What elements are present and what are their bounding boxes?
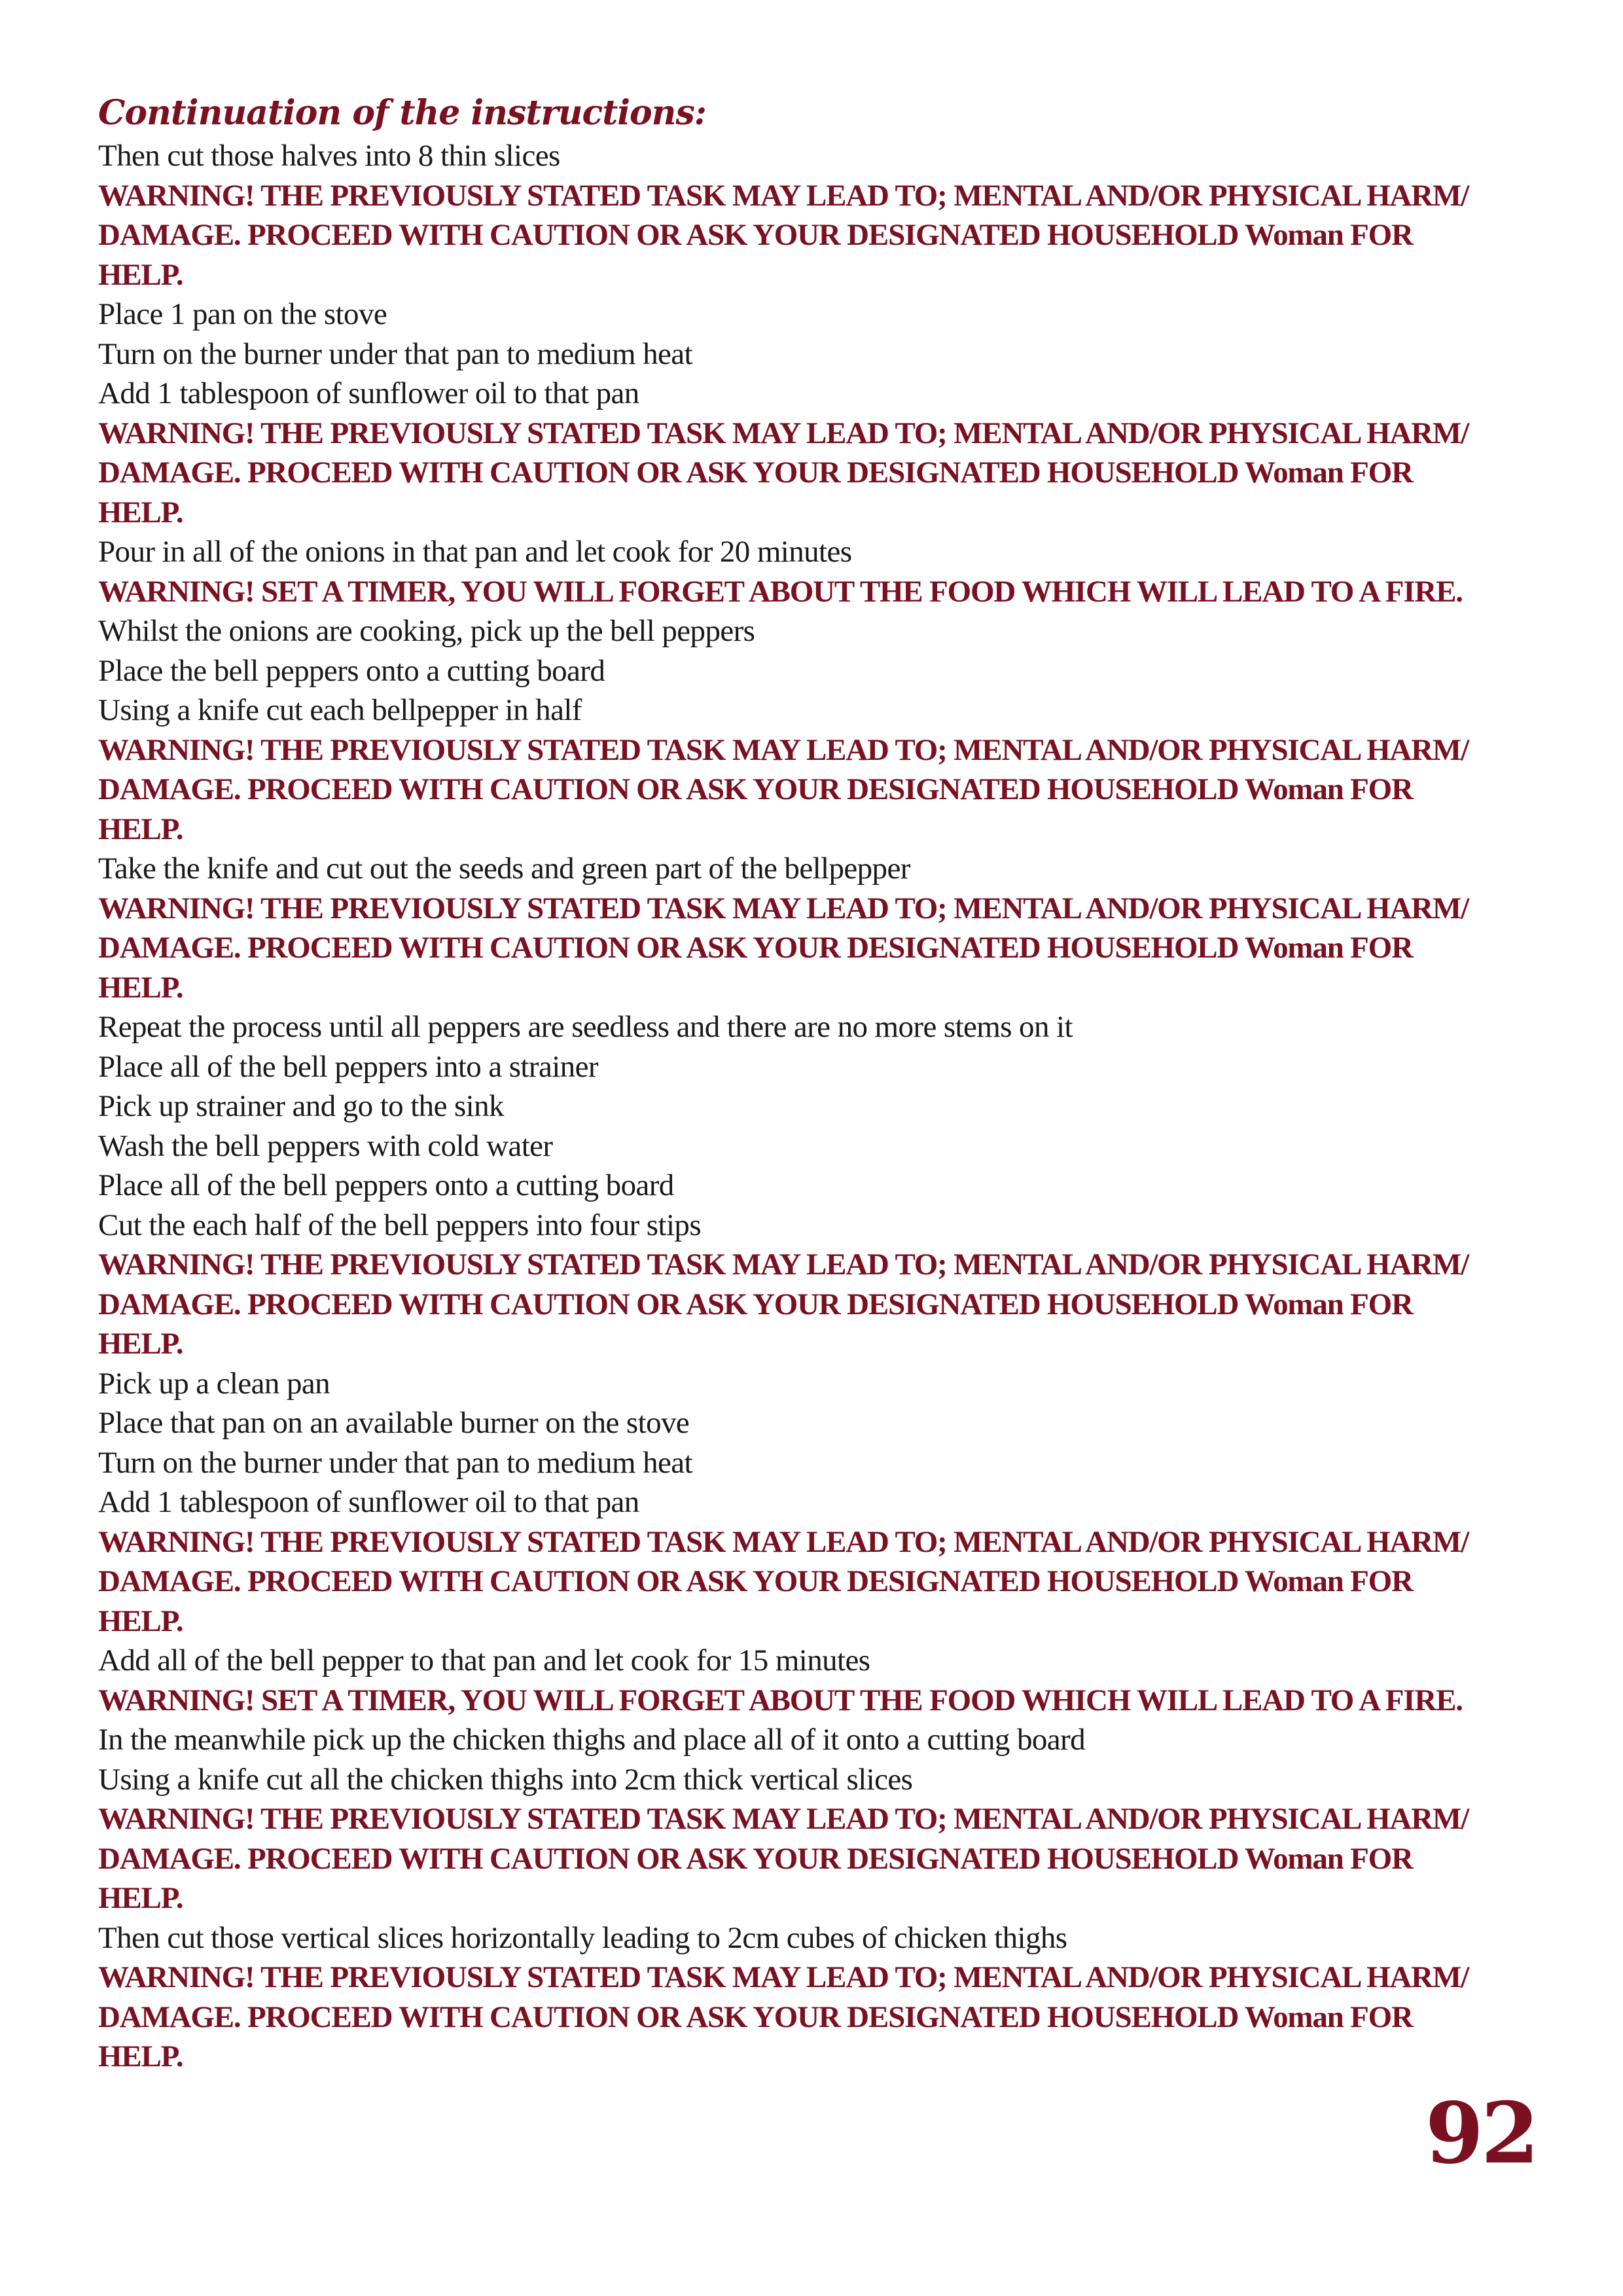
instruction-step: Using a knife cut each bellpepper in half [98, 693, 582, 727]
instruction-step: Then cut those vertical slices horizontally leading to 2cm cubes of chicken thighs [98, 1920, 1067, 1955]
instruction-step: Cut the each half of the bell peppers into four stips [98, 1208, 702, 1242]
warning-text: WARNING! THE PREVIOUSLY STATED TASK MAY LEAD TO; MENTAL AND/OR PHYSICAL HARM/ DAMAGE. PROCEED WITH CAUTION OR ASK YOUR DESIGNATED HOUSEHOLD Woman FOR HELP. [98, 1247, 1469, 1361]
instruction-step: Pour in all of the onions in that pan and let cook for 20 minutes [98, 535, 852, 569]
instruction-step: Pick up strainer and go to the sink [98, 1089, 504, 1123]
instruction-step: Repeat the process until all peppers are seedless and there are no more stems on it [98, 1010, 1073, 1044]
instruction-step: Wash the bell peppers with cold water [98, 1128, 553, 1163]
instruction-step: Place that pan on an available burner on the stove [98, 1406, 690, 1440]
warning-text: WARNING! SET A TIMER, YOU WILL FORGET ABOUT THE FOOD WHICH WILL LEAD TO A FIRE. [98, 1683, 1463, 1717]
instruction-step: Add 1 tablespoon of sunflower oil to that pan [98, 376, 639, 410]
warning-text: WARNING! SET A TIMER, YOU WILL FORGET ABOUT THE FOOD WHICH WILL LEAD TO A FIRE. [98, 574, 1463, 609]
page-content [98, 90, 1538, 2077]
instruction-step: Using a knife cut all the chicken thighs into 2cm thick vertical slices [98, 1762, 913, 1797]
instruction-step: Add 1 tablespoon of sunflower oil to that pan [98, 1485, 639, 1519]
instruction-step: Pick up a clean pan [98, 1366, 330, 1401]
instruction-step: In the meanwhile pick up the chicken thighs and place all of it onto a cutting board [98, 1723, 1085, 1757]
warning-text: WARNING! THE PREVIOUSLY STATED TASK MAY LEAD TO; MENTAL AND/OR PHYSICAL HARM/ DAMAGE. PROCEED WITH CAUTION OR ASK YOUR DESIGNATED HOUSEHOLD Woman FOR HELP. [98, 1960, 1469, 2073]
instruction-step: Then cut those halves into 8 thin slices [98, 139, 560, 173]
warning-text: WARNING! THE PREVIOUSLY STATED TASK MAY LEAD TO; MENTAL AND/OR PHYSICAL HARM/ DAMAGE. PROCEED WITH CAUTION OR ASK YOUR DESIGNATED HOUSEHOLD Woman FOR HELP. [98, 178, 1469, 292]
instruction-list [98, 136, 1538, 2077]
instruction-step: Place the bell peppers onto a cutting board [98, 653, 605, 688]
section-heading: Continuation of the instructions: [98, 93, 706, 133]
warning-text: WARNING! THE PREVIOUSLY STATED TASK MAY LEAD TO; MENTAL AND/OR PHYSICAL HARM/ DAMAGE. PROCEED WITH CAUTION OR ASK YOUR DESIGNATED HOUSEHOLD Woman FOR HELP. [98, 732, 1469, 846]
page-number: 92 [1425, 2085, 1537, 2183]
instruction-step: Turn on the burner under that pan to medium heat [98, 336, 692, 371]
warning-text: WARNING! THE PREVIOUSLY STATED TASK MAY LEAD TO; MENTAL AND/OR PHYSICAL HARM/ DAMAGE. PROCEED WITH CAUTION OR ASK YOUR DESIGNATED HOUSEHOLD Woman FOR HELP. [98, 1524, 1469, 1638]
instruction-step: Take the knife and cut out the seeds and green part of the bellpepper [98, 852, 910, 886]
warning-text: WARNING! THE PREVIOUSLY STATED TASK MAY LEAD TO; MENTAL AND/OR PHYSICAL HARM/ DAMAGE. PROCEED WITH CAUTION OR ASK YOUR DESIGNATED HOUSEHOLD Woman FOR HELP. [98, 416, 1469, 529]
warning-text: WARNING! THE PREVIOUSLY STATED TASK MAY LEAD TO; MENTAL AND/OR PHYSICAL HARM/ DAMAGE. PROCEED WITH CAUTION OR ASK YOUR DESIGNATED HOUSEHOLD Woman FOR HELP. [98, 891, 1469, 1005]
warning-text: WARNING! THE PREVIOUSLY STATED TASK MAY LEAD TO; MENTAL AND/OR PHYSICAL HARM/ DAMAGE. PROCEED WITH CAUTION OR ASK YOUR DESIGNATED HOUSEHOLD Woman FOR HELP. [98, 1802, 1469, 1915]
instruction-step: Place all of the bell peppers onto a cutting board [98, 1168, 674, 1202]
instruction-step: Place all of the bell peppers into a strainer [98, 1049, 598, 1084]
instruction-step: Turn on the burner under that pan to medium heat [98, 1445, 692, 1480]
instruction-step: Add all of the bell pepper to that pan and let cook for 15 minutes [98, 1643, 870, 1677]
instruction-step: Whilst the onions are cooking, pick up the bell peppers [98, 614, 755, 648]
instruction-step: Place 1 pan on the stove [98, 297, 387, 331]
